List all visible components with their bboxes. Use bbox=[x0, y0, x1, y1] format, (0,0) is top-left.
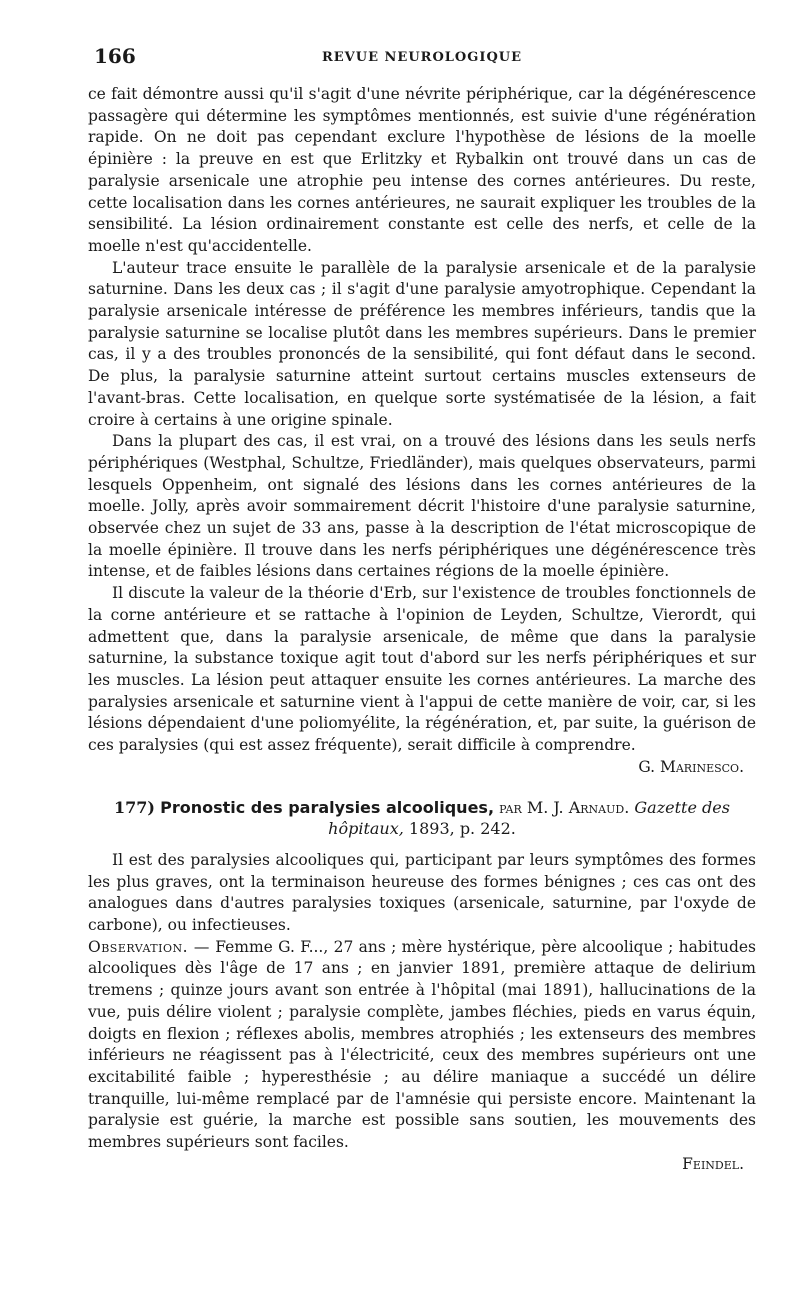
journal-title: REVUE NEUROLOGIQUE bbox=[321, 50, 523, 65]
author-signature: G. Marinesco. bbox=[638, 757, 744, 776]
review-byline: par M. J. Arnaud. bbox=[499, 797, 630, 817]
article2-signature bbox=[88, 1154, 756, 1176]
observation-text: Femme G. F..., 27 ans ; mère hystérique, père alcoolique ; habitudes alcooliques dès l'âge de 17 ans ; en janvier 1891, première attaque de delirium tremens ; quinze jours avant son entrée à l'hôpital (mai 1891), hallucinations de la vue, puis délire violent ; paralysie complète, jambes fléchies, pieds en varus équin, doigts en flexion ; réflexes abolis, membres atrophiés ; les extenseurs des membres inférieurs ne réagissent pas à l'électricité, ceux des membres supérieurs ont une excitabilité faible ; hyperesthésie ; au délire maniaque a succédé un délire tranquille, lui-même remplacé par de l'amnésie qui persiste encore. Maintenant la paralysie est guérie, la marche est possible sans soutien, les mouvements des membres supérieurs sont faciles. bbox=[88, 937, 756, 1152]
review-citation: 1893, p. 242. bbox=[408, 819, 516, 839]
page-body bbox=[88, 84, 756, 1175]
review-title: Pronostic des paralysies alcooliques, bbox=[160, 797, 495, 817]
review-author-signature: Feindel. bbox=[682, 1154, 744, 1173]
page-number: 166 bbox=[94, 44, 136, 68]
article1-paragraph-4: Il discute la valeur de la théorie d'Erb, sur l'existence de troubles fonctionnels de la corne antérieure et se rattache à l'opinion de Leyden, Schultze, Vierordt, qui admettent que, dans la paralysie arsenicale, de même que dans la paralysie saturnine, la substance toxique agit tout d'abord sur les nerfs périphériques et sur les muscles. La lésion peut attaquer ensuite les cornes antérieures. La marche des paralysies arsenicale et saturnine vient à l'appui de cette manière de voir, car, si les lésions dépendaient d'une poliomyélite, la régénération, et, par suite, la guérison de ces paralysies (qui est assez fréquente), serait difficile à comprendre. bbox=[88, 584, 756, 755]
article1-paragraph-3: Dans la plupart des cas, il est vrai, on a trouvé des lésions dans les seuls nerfs périphériques (Westphal, Schultze, Friedländer), mais quelques observateurs, parmi lesquels Oppenheim, ont signalé des lésions dans les cornes antérieures de la moelle. Jolly, après avoir sommairement décrit l'histoire d'une paralysie saturnine, observée chez un sujet de 33 ans, passe à la description de l'état microscopique de la moelle épinière. Il trouve dans les nerfs périphériques une dégénérescence très intense, et de faibles lésions dans certaines régions de la moelle épinière. bbox=[88, 432, 756, 581]
observation-label: Observation. — bbox=[88, 937, 210, 956]
article1-paragraph-2: L'auteur trace ensuite le parallèle de la paralysie arsenicale et de la paralysie saturnine. Dans les deux cas ; il s'agit d'une paralysie amyotrophique. Cependant la paralysie arsenicale intéresse de préférence les membres inférieurs, tandis que la paralysie saturnine se localise plutôt dans les membres supérieurs. Dans le premier cas, il y a des troubles prononcés de la sensibilité, qui font défaut dans le second. De plus, la paralysie saturnine atteint surtout certains muscles extenseurs de l'avant-bras. Cette localisation, en quelque sorte systématisée de la lésion, a fait croire à certains à une origine spinale. bbox=[88, 258, 756, 429]
review-heading bbox=[88, 797, 756, 840]
article2-observation bbox=[88, 937, 756, 1154]
page-header bbox=[88, 44, 756, 74]
article2-paragraph-1: Il est des paralysies alcooliques qui, participant par leurs symptômes des formes les plus graves, ont la terminaison heureuse des formes bénignes ; ces cas ont des analogues dans d'autres paralysies toxiques (arsenicale, saturnine, par l'oxyde de carbone), ou infectieuses. bbox=[88, 850, 756, 935]
article1-signature bbox=[88, 757, 756, 779]
review-source: Gazette des hôpitaux, bbox=[328, 797, 730, 839]
review-number: 177) bbox=[114, 797, 155, 817]
article1-paragraph-1: ce fait démontre aussi qu'il s'agit d'une névrite périphérique, car la dégénérescence passagère qui détermine les symptômes mentionnés, est suivie d'une régénération rapide. On ne doit pas cependant exclure l'hypothèse de lésions de la moelle épinière : la preuve en est que Erlitzky et Rybalkin ont trouvé dans un cas de paralysie arsenicale une atrophie peu intense des cornes antérieures. Du reste, cette localisation dans les cornes antérieures, ne saurait expliquer les troubles de la sensibilité. La lésion ordinairement constante est celle des nerfs, et celle de la moelle n'est qu'accidentelle. bbox=[88, 85, 756, 255]
